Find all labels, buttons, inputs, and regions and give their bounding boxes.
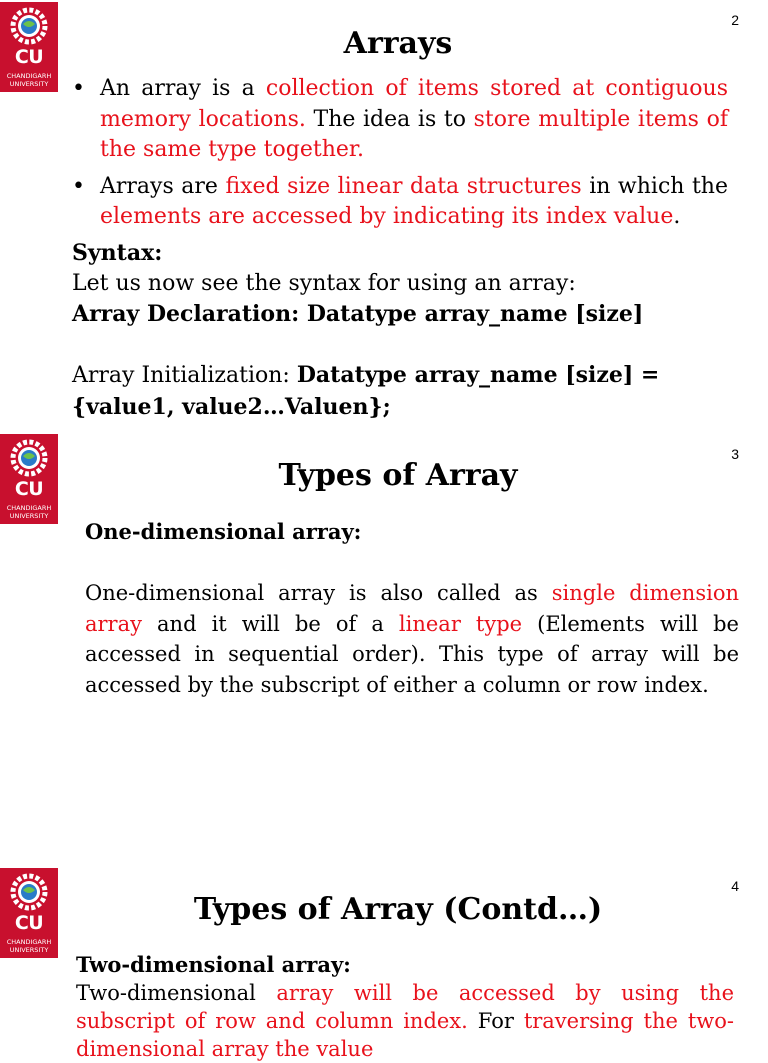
- logo-university-name: CHANDIGARH UNIVERSITY: [6, 938, 52, 954]
- slide-3: [0, 432, 768, 862]
- page-number: 2: [731, 12, 739, 28]
- paragraph: Two-dimensional array will be accessed by using the subscript of row and column index. For traversing the two-dimensional array the value: [76, 981, 734, 1061]
- spacer: [72, 330, 752, 361]
- page-number: 3: [731, 446, 739, 462]
- slide-4: [0, 866, 768, 1061]
- bullet-item: • An array is a collection of items stored at contiguous memory locations. The idea is to store multiple items of the same type together.: [72, 74, 728, 166]
- slide-title: Arrays: [343, 26, 453, 61]
- logo-abbrev: CU: [14, 46, 44, 68]
- bullet-item: • Arrays are fixed size linear data structures in which the elements are accessed by indicating its index value.: [72, 172, 728, 233]
- spacer: [85, 548, 739, 579]
- slide-2: [0, 0, 768, 430]
- slide-title: Types of Array (Contd…): [193, 892, 603, 927]
- page-number: 4: [731, 878, 739, 894]
- array-initialization: Array Initialization: Datatype array_name [size] = {value1, value2…Valuen};: [72, 362, 660, 420]
- logo-abbrev: CU: [14, 912, 44, 934]
- syntax-label: Syntax:: [72, 240, 163, 266]
- logo-university-name: CHANDIGARH UNIVERSITY: [6, 72, 52, 88]
- array-declaration: Array Declaration: Datatype array_name [size]: [72, 301, 644, 327]
- syntax-section: [72, 238, 752, 423]
- section-heading: Two-dimensional array:: [76, 952, 351, 977]
- section-heading: One-dimensional array:: [85, 519, 362, 544]
- logo-university-name: CHANDIGARH UNIVERSITY: [6, 504, 52, 520]
- syntax-intro: Let us now see the syntax for using an array:: [72, 270, 576, 296]
- slide-title: Types of Array: [278, 458, 518, 493]
- bullet-list: [72, 74, 728, 239]
- logo-abbrev: CU: [14, 478, 44, 500]
- paragraph: One-dimensional array is also called as single dimension array and it will be of a linear type (Elements will be accessed in sequential order). This type of array will be accessed by the subscript of either a column or row index.: [85, 581, 739, 697]
- slide-body: [85, 517, 739, 701]
- slide-body: [76, 951, 734, 1063]
